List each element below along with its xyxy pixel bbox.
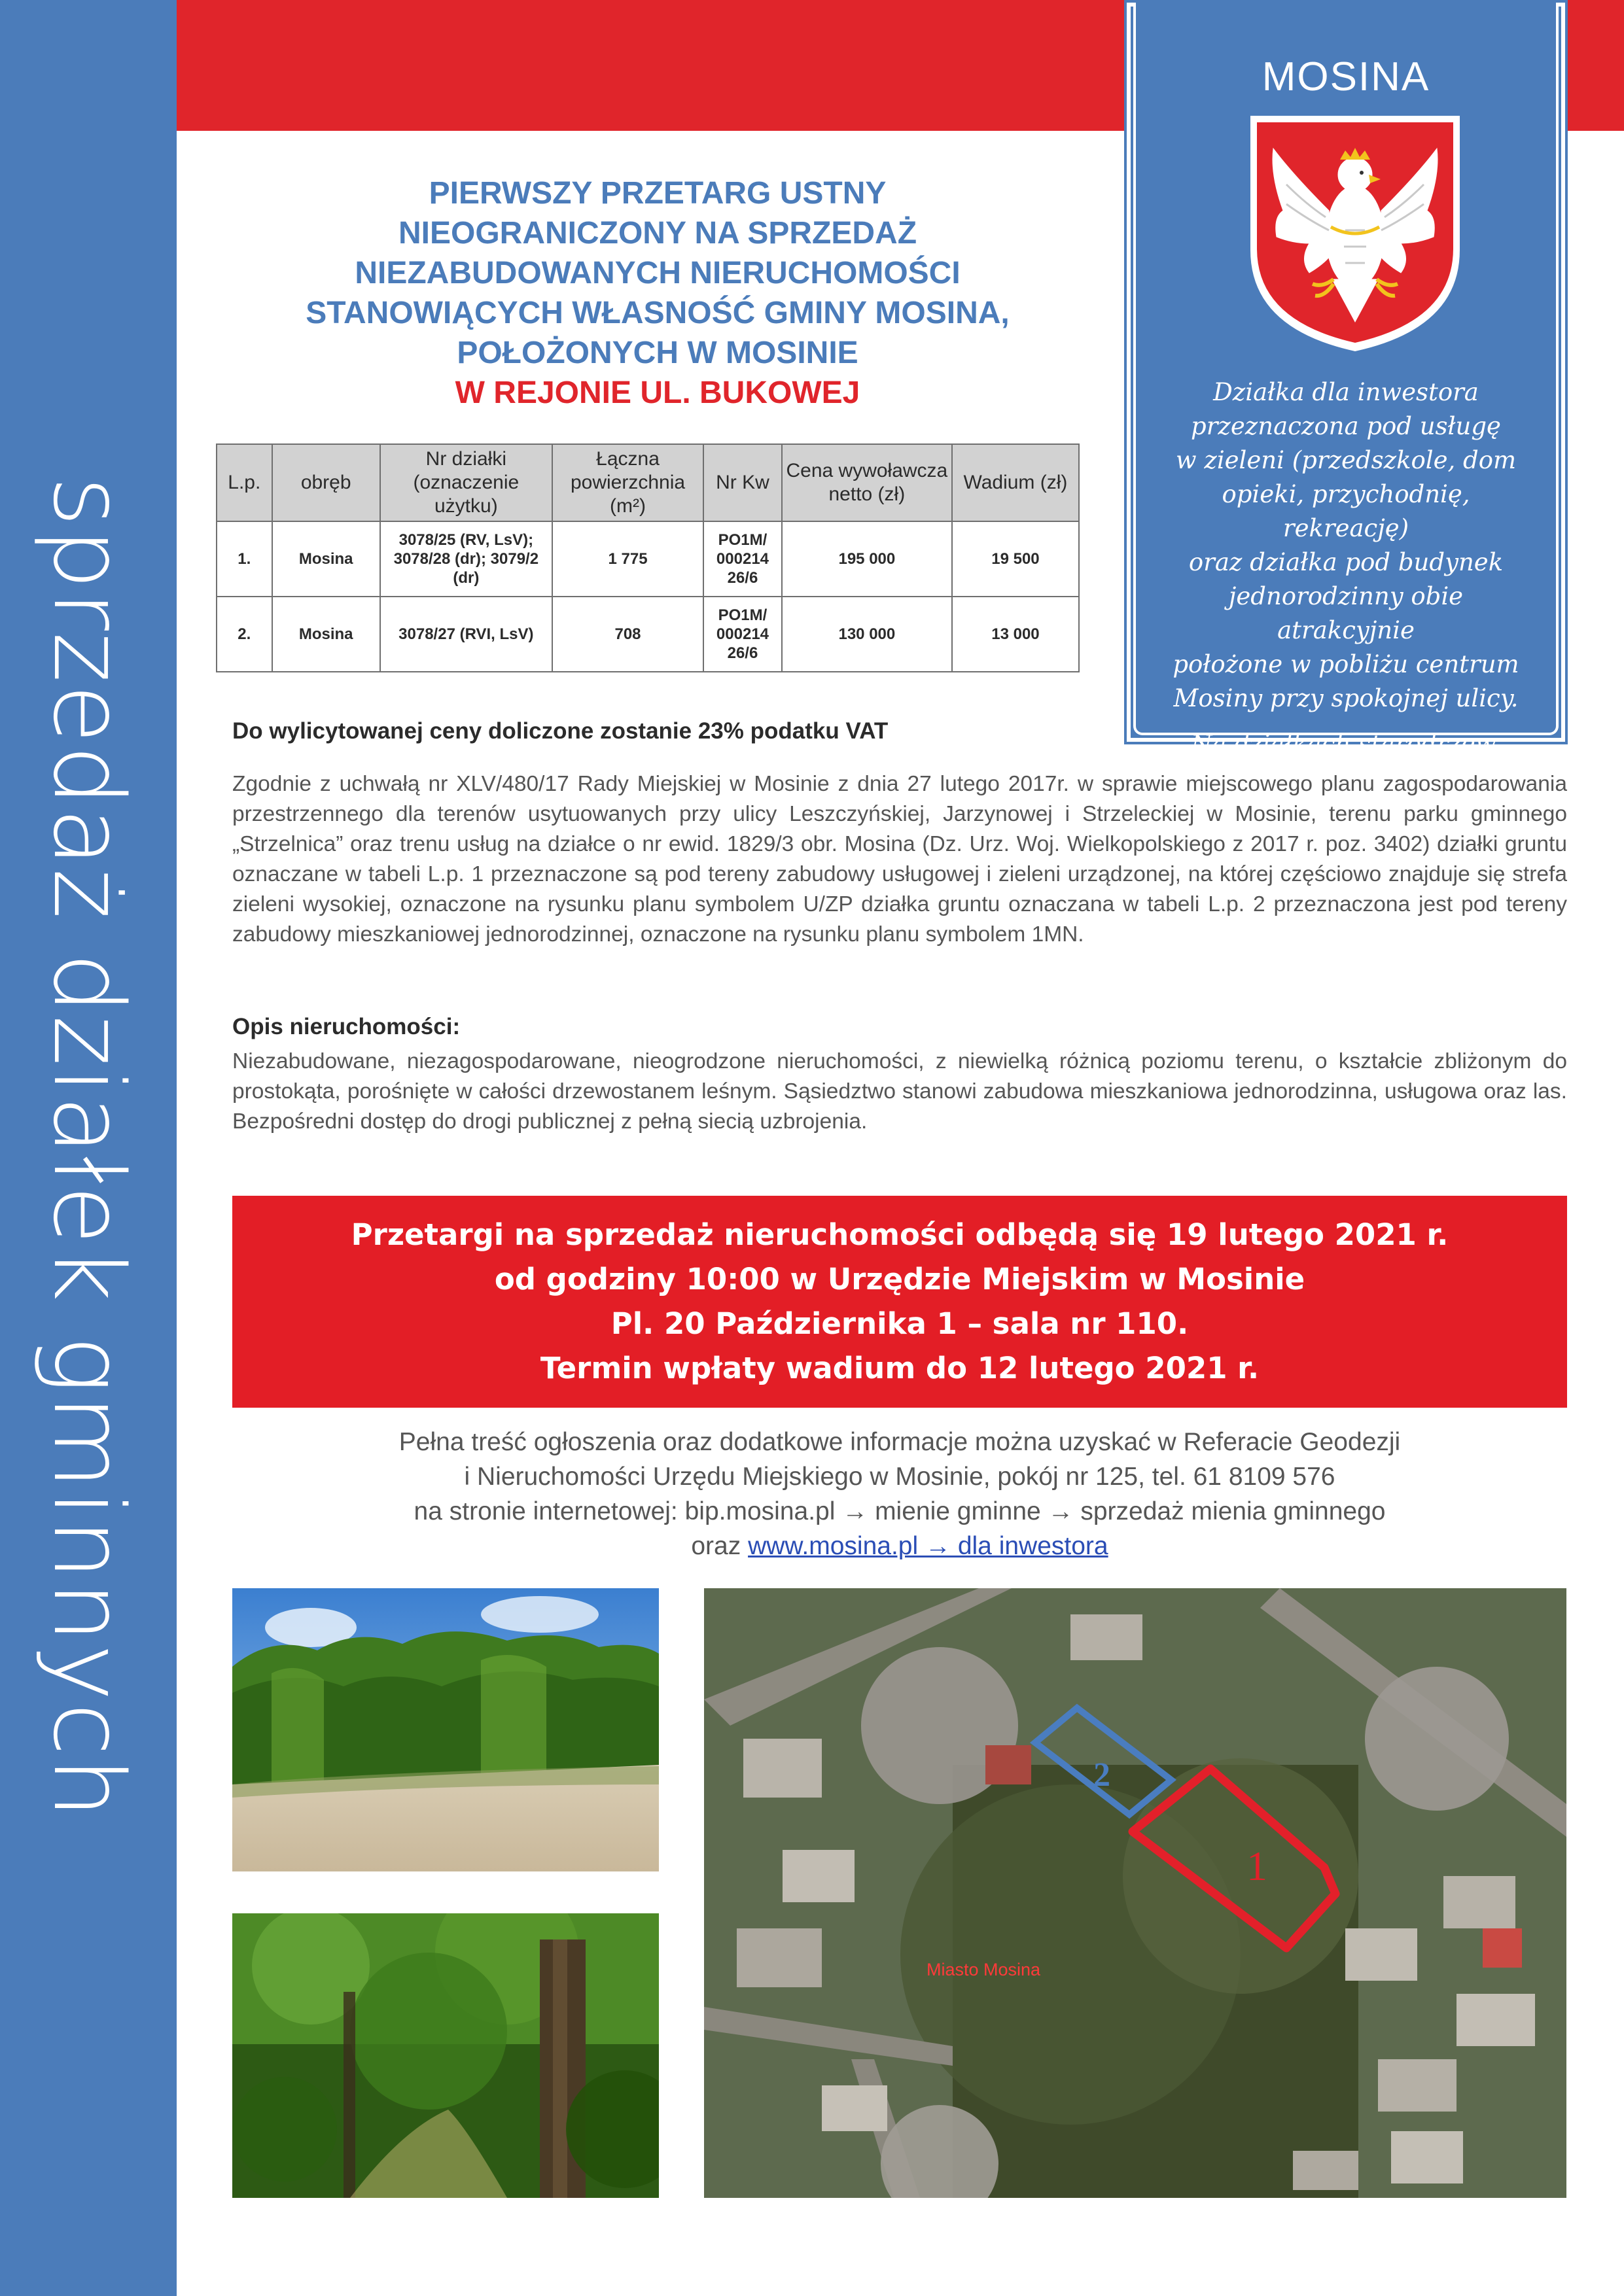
- table-cell: 19 500: [952, 521, 1079, 597]
- plot-2-label: 2: [1093, 1756, 1110, 1794]
- auction-line: Pl. 20 Października 1 – sala nr 110.: [610, 1306, 1189, 1341]
- contact-prefix: oraz: [691, 1532, 749, 1560]
- brand-description-line: przeznaczona pod usługę: [1191, 412, 1501, 440]
- property-description-text: Niezabudowane, niezagospodarowane, nieogrodzone nieruchomości, z niewielką różnicą poziomu terenu, o kształcie zbliżonym do prostokąta, porośnięte w całości drzewostanem leśnym. Sąsiedztwo stanowi zabudowa mieszkaniowa jednorodzinna, usługowa oraz las. Bezpośredni dostęp do drogi publicznej z pełną siecią uzbrojenia.: [232, 1049, 1567, 1134]
- brand-description-line: opieki, przychodnię, rekreację): [1222, 480, 1470, 542]
- title-line: NIEZABUDOWANYCH NIERUCHOMOŚCI: [355, 256, 961, 290]
- town-label: Miasto Mosina: [927, 1960, 1041, 1979]
- zoning-legal-text: Zgodnie z uchwałą nr XLV/480/17 Rady Miejskiej w Mosinie z dnia 27 lutego 2017r. w sprawie miejscowego planu zagospodarowania przestrzennego dla terenów usytuowanych przy ulicy Leszczyńskiej, Jarzynowej i Strzeleckiej w Mosinie, terenu parku gminnego „Strzelnica” oraz trenu usług na działce o nr ewid. 1829/3 obr. Mosina (Dz. Urz. Woj. Wielkopolskiego z 2017 r. poz. 3402) działki gruntu oznaczane w tabeli L.p. 1 przeznaczone są pod tereny zabudowy usługowej i zieleni urządzonej, na której częściowo znajduje się strefa zieleni wysokiej, oznaczone na rysunku planu symbolem U/ZP działka gruntu oznaczana w tabeli L.p. 2 przeznaczona jest pod tereny zabudowy mieszkaniowej jednorodzinnej, oznaczone na rysunku planu symbolem 1MN.: [232, 772, 1567, 947]
- mosina-coat-of-arms-icon: [1247, 113, 1463, 355]
- brand-description-line: położone w pobliżu centrum: [1173, 650, 1519, 678]
- table-cell: 1.: [217, 521, 272, 597]
- brand-description-line: Działka dla inwestora: [1213, 378, 1479, 406]
- brand-description: [1162, 375, 1530, 761]
- table-cell: 130 000: [782, 597, 952, 672]
- table-cell: 3078/27 (RVI, LsV): [380, 597, 552, 672]
- brand-panel: [1124, 0, 1568, 758]
- table-cell: 195 000: [782, 521, 952, 597]
- brand-description-line: w zieleni (przedszkole, dom: [1175, 446, 1517, 474]
- table-row: [217, 597, 1079, 672]
- column-header: L.p.: [217, 444, 272, 521]
- forest-photo-image: [232, 1913, 659, 2198]
- title-line: STANOWIĄCYCH WŁASNOŚĆ GMINY MOSINA,: [306, 296, 1010, 330]
- table-cell: 2.: [217, 597, 272, 672]
- auction-line: Termin wpłaty wadium do 12 lutego 2021 r.: [540, 1351, 1260, 1385]
- page-title: [216, 173, 1099, 413]
- side-banner-text: sprzedaż działek gminnych: [32, 476, 145, 1820]
- forest-photo: [232, 1913, 659, 2198]
- contact-line: na stronie internetowej: bip.mosina.pl → mienie gminne → sprzedaż mienia gminnego: [414, 1497, 1386, 1525]
- brand-description-line: Mosiny przy spokojnej ulicy.: [1173, 684, 1519, 712]
- column-header: Cena wywoławcza netto (zł): [782, 444, 952, 521]
- table-cell: Mosina: [272, 521, 380, 597]
- plots-table: [216, 444, 1080, 672]
- contact-line: Pełna treść ogłoszenia oraz dodatkowe informacje można uzyskać w Referacie Geodezji: [398, 1428, 1401, 1456]
- road-photo-image: [232, 1588, 659, 1871]
- plot-1-label: 1: [1246, 1843, 1267, 1889]
- contact-info: [232, 1425, 1567, 1563]
- table-header-row: [217, 444, 1079, 521]
- aerial-map-image: [704, 1588, 1566, 2198]
- table-cell: 1 775: [552, 521, 703, 597]
- auction-line: od godziny 10:00 w Urzędzie Miejskim w Mosinie: [494, 1262, 1305, 1296]
- brand-description-line: oraz działka pod budynek: [1188, 548, 1504, 576]
- brand-description-line: jednorodzinny obie atrakcyjnie: [1228, 582, 1464, 644]
- column-header: Łączna powierzchnia (m²): [552, 444, 703, 521]
- table-cell: PO1M/ 000214 26/6: [703, 521, 782, 597]
- table-cell: 708: [552, 597, 703, 672]
- table-cell: PO1M/ 000214 26/6: [703, 597, 782, 672]
- table-cell: 3078/25 (RV, LsV); 3078/28 (dr); 3079/2 (dr): [380, 521, 552, 597]
- investor-page-link[interactable]: www.mosina.pl → dla inwestora: [748, 1532, 1108, 1560]
- vat-note: Do wylicytowanej ceny doliczone zostanie 23% podatku VAT: [232, 718, 889, 744]
- auction-date-banner: [232, 1196, 1567, 1408]
- column-header: Nr działki (oznaczenie użytku): [380, 444, 552, 521]
- table-row: [217, 521, 1079, 597]
- column-header: Wadium (zł): [952, 444, 1079, 521]
- brand-title: MOSINA: [1262, 54, 1430, 99]
- title-line: PIERWSZY PRZETARG USTNY: [429, 176, 887, 211]
- title-location-line: W REJONIE UL. BUKOWEJ: [455, 375, 860, 410]
- title-line: POŁOŻONYCH W MOSINIE: [457, 336, 858, 370]
- auction-line: Przetargi na sprzedaż nieruchomości odbędą się 19 lutego 2021 r.: [351, 1217, 1449, 1252]
- title-line: NIEOGRANICZONY NA SPRZEDAŻ: [398, 216, 917, 251]
- table-cell: 13 000: [952, 597, 1079, 672]
- contact-line: [232, 1529, 1567, 1563]
- column-header: Nr Kw: [703, 444, 782, 521]
- aerial-map: [704, 1588, 1566, 2198]
- road-photo: [232, 1588, 659, 1871]
- column-header: obręb: [272, 444, 380, 521]
- contact-line: i Nieruchomości Urzędu Miejskiego w Mosinie, pokój nr 125, tel. 61 8109 576: [464, 1463, 1335, 1491]
- property-description-heading: Opis nieruchomości:: [232, 1014, 461, 1039]
- table-cell: Mosina: [272, 597, 380, 672]
- brand-panel-frame: [1133, 3, 1559, 758]
- side-banner: [0, 0, 177, 2296]
- brand-description-note: Na działkach starodrzew.: [1191, 730, 1501, 758]
